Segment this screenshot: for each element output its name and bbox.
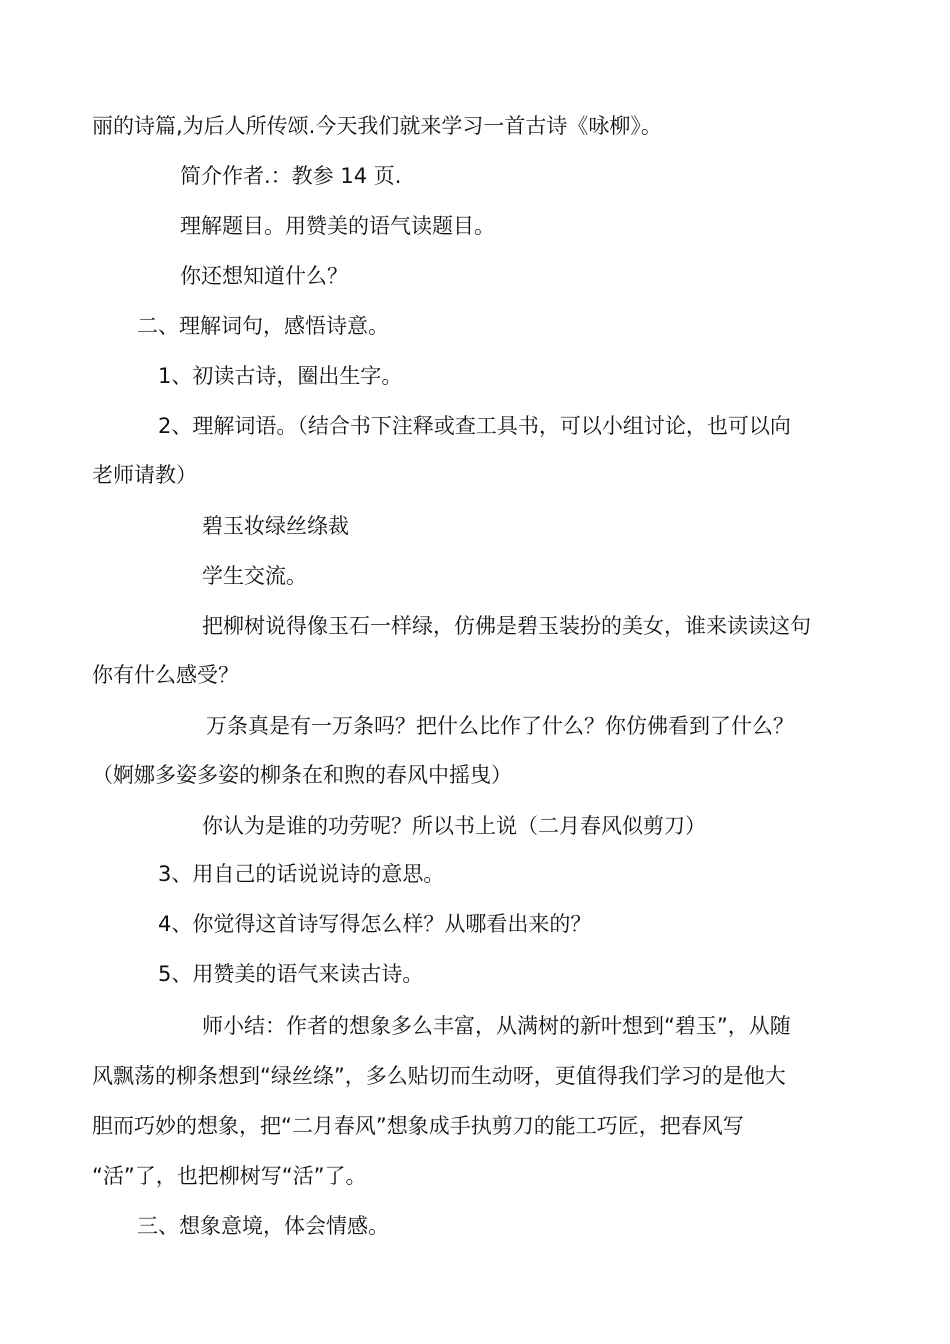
text-line-22: “活”了，也把柳树写“活”了。 (92, 1164, 367, 1188)
text-line-8: 老师请教） (92, 463, 197, 487)
text-line-10: 学生交流。 (202, 564, 307, 588)
text-line-6: 1、初读古诗，圈出生字。 (158, 364, 403, 388)
text-line-19: 师小结：作者的想象多么丰富，从满树的新叶想到“碧玉”，从随 (202, 1014, 791, 1038)
text-line-17: 4、你觉得这首诗写得怎么样？从哪看出来的？ (158, 912, 592, 936)
text-line-2: 简介作者.：教参 14 页. (180, 164, 402, 188)
text-line-20: 风飘荡的柳条想到“绿丝绦”，多么贴切而生动呀，更值得我们学习的是他大 (92, 1064, 786, 1088)
text-line-13: 万条真是有一万条吗？把什么比作了什么？你仿佛看到了什么？ (206, 714, 794, 738)
text-line-21: 胆而巧妙的想象，把“二月春风”想象成手执剪刀的能工巧匠，把春风写 (92, 1114, 744, 1138)
text-line-15: 你认为是谁的功劳呢？所以书上说（二月春风似剪刀） (202, 814, 706, 838)
text-line-9: 碧玉妆绿丝绦裁 (202, 514, 349, 538)
text-line-1: 丽的诗篇,为后人所传颂.今天我们就来学习一首古诗《咏柳》。 (92, 114, 662, 138)
text-line-7: 2、理解词语。（结合书下注释或查工具书，可以小组讨论，也可以向 (158, 414, 791, 438)
section-heading-3: 三、想象意境，体会情感。 (137, 1214, 389, 1238)
text-line-3: 理解题目。用赞美的语气读题目。 (180, 214, 495, 238)
text-line-11: 把柳树说得像玉石一样绿，仿佛是碧玉装扮的美女，谁来读读这句 (202, 614, 811, 638)
text-line-16: 3、用自己的话说说诗的意思。 (158, 862, 445, 886)
text-line-14: （婀娜多姿多姿的柳条在和煦的春风中摇曳） (92, 763, 512, 787)
text-line-12: 你有什么感受？ (92, 663, 239, 687)
text-line-18: 5、用赞美的语气来读古诗。 (158, 962, 424, 986)
text-line-4: 你还想知道什么？ (180, 264, 348, 288)
section-heading-2: 二、理解词句，感悟诗意。 (137, 314, 389, 338)
